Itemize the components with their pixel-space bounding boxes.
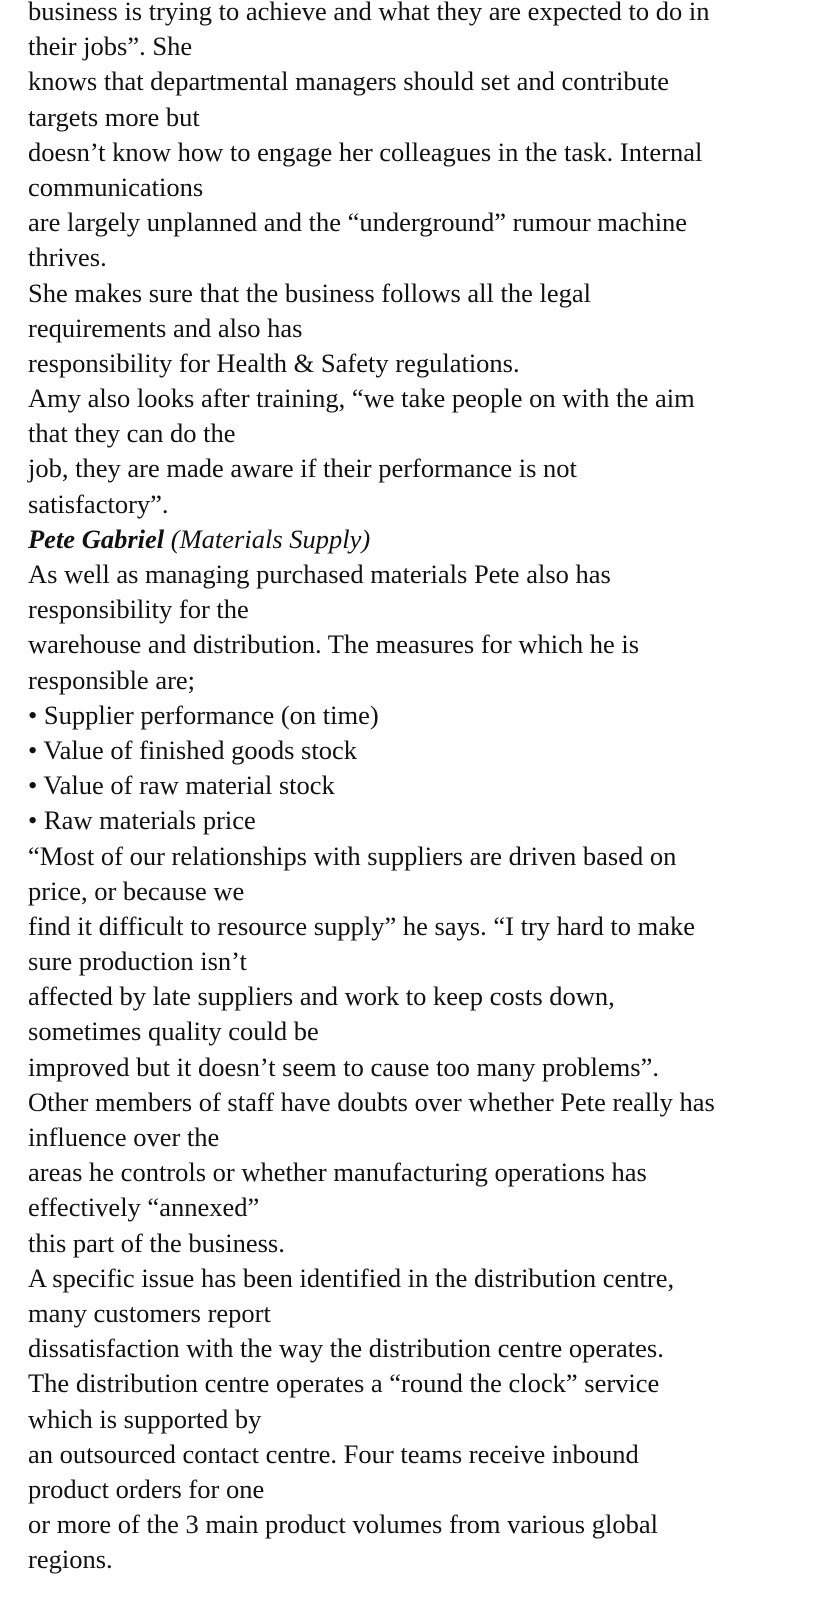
person-name: Pete Gabriel — [28, 523, 165, 554]
text-line: an outsourced contact centre. Four teams receive inbound — [28, 1438, 639, 1469]
text-line: Other members of staff have doubts over whether Pete really has — [28, 1086, 715, 1117]
bullet-item: • Value of raw material stock — [28, 770, 335, 801]
text-line: many customers report — [28, 1297, 271, 1328]
text-line: business is trying to achieve and what they are expected to do in — [28, 0, 710, 26]
text-line: doesn’t know how to engage her colleagues in the task. Internal — [28, 136, 703, 167]
text-line: responsibility for the — [28, 594, 249, 625]
text-line: find it difficult to resource supply” he says. “I try hard to make — [28, 910, 695, 941]
text-line: their jobs”. She — [28, 31, 193, 62]
text-line: responsible are; — [28, 664, 196, 695]
text-line: product orders for one — [28, 1473, 265, 1504]
text-line: areas he controls or whether manufacturing operations has — [28, 1157, 647, 1188]
text-line: warehouse and distribution. The measures for which he is — [28, 629, 640, 660]
text-line: sure production isn’t — [28, 946, 247, 977]
text-line: are largely unplanned and the “underground” rumour machine — [28, 207, 688, 238]
text-line: which is supported by — [28, 1403, 262, 1434]
bullet-item: • Raw materials price — [28, 805, 256, 836]
text-line: affected by late suppliers and work to keep costs down, — [28, 981, 615, 1012]
text-line: that they can do the — [28, 418, 236, 449]
document-body — [28, 0, 818, 1577]
text-line: targets more but — [28, 101, 200, 132]
text-line: requirements and also has — [28, 312, 303, 343]
person-role: (Materials Supply) — [164, 523, 371, 554]
text-line: improved but it doesn’t seem to cause too many problems”. — [28, 1051, 659, 1082]
text-line: The distribution centre operates a “round the clock” service — [28, 1368, 660, 1399]
text-line: communications — [28, 171, 204, 202]
text-line: price, or because we — [28, 875, 245, 906]
text-line: responsibility for Health & Safety regulations. — [28, 347, 520, 378]
bullet-item: • Value of finished goods stock — [28, 734, 357, 765]
section-heading — [28, 522, 818, 557]
text-line: dissatisfaction with the way the distribution centre operates. — [28, 1333, 664, 1364]
bullet-item: • Supplier performance (on time) — [28, 699, 379, 730]
text-line: job, they are made aware if their performance is not — [28, 453, 577, 484]
text-line: regions. — [28, 1544, 113, 1575]
text-line: this part of the business. — [28, 1227, 285, 1258]
text-line: sometimes quality could be — [28, 1016, 319, 1047]
text-line: A specific issue has been identified in the distribution centre, — [28, 1262, 675, 1293]
text-line: effectively “annexed” — [28, 1192, 260, 1223]
text-line: She makes sure that the business follows all the legal — [28, 277, 592, 308]
text-line: As well as managing purchased materials Pete also has — [28, 559, 611, 589]
text-line: Amy also looks after training, “we take people on with the aim — [28, 383, 695, 414]
text-line: or more of the 3 main product volumes from various global — [28, 1509, 658, 1540]
text-line: satisfactory”. — [28, 488, 169, 519]
text-line: “Most of our relationships with suppliers are driven based on — [28, 840, 677, 871]
text-line: influence over the — [28, 1122, 220, 1152]
text-line: knows that departmental managers should set and contribute — [28, 66, 669, 97]
text-line: thrives. — [28, 242, 107, 273]
